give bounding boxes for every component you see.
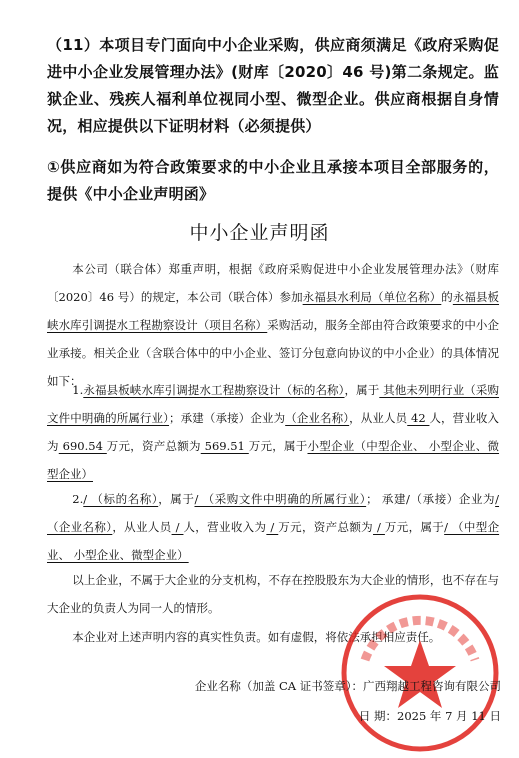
p1-text-a: 本公司（联合体）郑重声明，根据《政府采购促进中小企业发展管理办法》（财库〔2020〕46 号）的规定，本公司（联合体）参加 [47,262,499,304]
item2-text-f: 万元，资产总额为 [278,520,374,534]
item2-text-b: ，属于 [158,492,195,506]
date-value: 2025 年 7 月 11 日 [397,709,501,723]
item1-text-c: ；承建（承接）企业为 [169,411,286,425]
requirement-paragraph: ①供应商如为符合政策要求的中小企业且承接本项目全部服务的，提供《中小企业声明函》 [47,158,499,203]
intro-paragraph: （11）本项目专门面向中小企业采购，供应商须满足《政府采购促进中小企业发展管理办法》(财库〔2020〕46 号)第二条规定。监狱企业、残疾人福利单位视同小型、微型企业。供应商根据自身情况，相应提供以下证明材料（必须提供） [47,36,499,135]
item1-text-e: 人，营业收入为 [47,411,500,453]
item2-staff: / [171,520,184,534]
item1-staff: 42 [407,411,430,425]
signature-company-line [81,678,501,694]
signature-date-line [81,708,501,724]
signature-company: 广西翔越工程咨询有限公司 [363,679,501,693]
item1-number: 1. [72,383,84,397]
item1-assets: 569.51 [200,439,249,453]
item2-subject: / （标的名称） [83,492,159,506]
item1-text-b: ，属于 [344,383,380,397]
item2-size: / （中型企业、 小型企业、微型企业） [47,520,500,562]
p1-text-b: 的 [441,290,453,304]
date-label: 日 期： [358,709,397,723]
p1-text-c: 采购活动，服务全部由符合政策要求的中小企业承接。相关企业（含联合体中的中小企业、签订分包意向协议的中小企业）的具体情况如下： [47,318,499,388]
company-seal-icon [335,588,505,758]
enterprise-item-1 [47,376,499,488]
item2-assets: / [373,520,385,534]
item2-text-g: 万元，属于 [384,520,445,534]
independence-statement: 以上企业，不属于大企业的分支机构，不存在控股股东为大企业的情形，也不存在与大企业的负责人为同一人的情形。 [47,573,499,615]
item1-subject: 永福县板峡水库引调提水工程勘察设计（标的名称） [83,383,345,397]
item2-company: / （企业名称） [47,492,500,534]
enterprise-item-2 [47,485,499,569]
item1-industry: 其他未列明行业（采购文件中明确的所属行业） [47,383,500,425]
item1-text-d: ，从业人员 [349,411,408,425]
item1-size: 小型企业（中型企业、 小型企业、微型企业） [47,439,500,481]
project-name: 永福县板峡水库引调提水工程勘察设计（项目名称） [47,290,500,332]
declaration-paragraph-1 [47,255,499,395]
item1-text-g: 万元，属于 [248,439,308,453]
item1-company: （企业名称） [285,411,350,425]
item2-text-d: ，从业人员 [112,520,172,534]
item1-text-f: 万元，资产总额为 [106,439,201,453]
agency-name: 永福县水利局（单位名称） [302,290,442,304]
page-title: 中小企业声明函 [189,222,330,244]
item2-number: 2. [72,492,84,506]
item2-revenue: / [266,520,279,534]
item1-revenue: 690.54 [58,439,107,453]
truthfulness-statement: 本企业对上述声明内容的真实性负责。如有虚假，将依法承担相应责任。 [72,630,441,644]
item2-industry: / （采购文件中明确的所属行业） [194,492,367,506]
signature-label: 企业名称（加盖 CA 证书签章）： [194,679,363,693]
item2-text-e: 人，营业收入为 [183,520,267,534]
item2-text-c: ； 承建/（承接）企业为 [366,492,496,506]
